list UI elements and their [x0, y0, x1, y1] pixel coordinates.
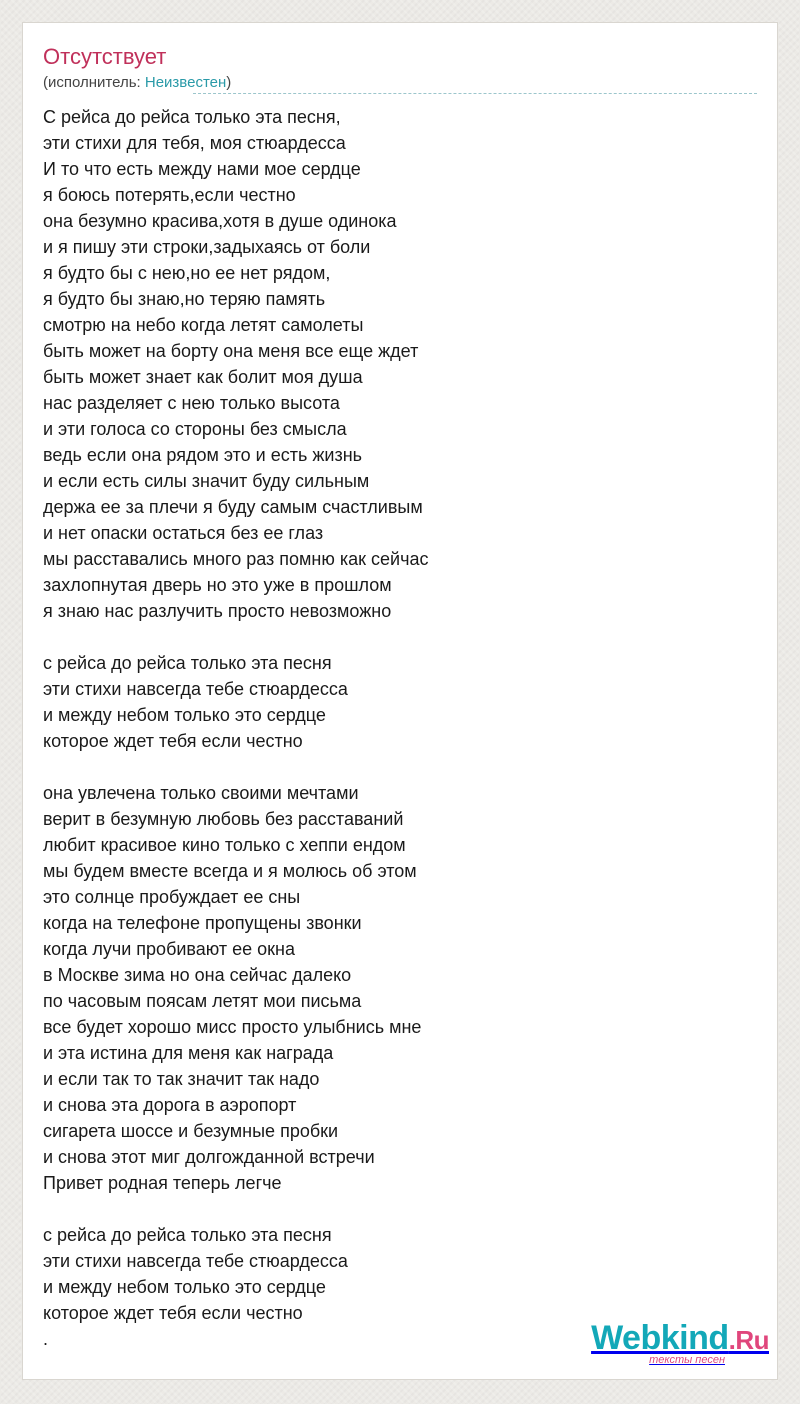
lyric-line: и снова эта дорога в аэропорт — [43, 1095, 297, 1115]
lyric-line: И то что есть между нами мое сердце — [43, 159, 361, 179]
lyric-line: я боюсь потерять,если честно — [43, 185, 296, 205]
lyric-line: с рейса до рейса только эта песня — [43, 653, 332, 673]
lyric-line: и если есть силы значит буду сильным — [43, 471, 370, 491]
lyric-line: держа ее за плечи я буду самым счастливым — [43, 497, 423, 517]
lyric-line: я будто бы с нею,но ее нет рядом, — [43, 263, 331, 283]
lyric-line: сигарета шоссе и безумные пробки — [43, 1121, 339, 1141]
logo-tagline: тексты песен — [649, 1354, 725, 1366]
lyric-line: она безумно красива,хотя в душе одинока — [43, 211, 397, 231]
lyric-line: смотрю на небо когда летят самолеты — [43, 315, 364, 335]
lyric-line: эти стихи навсегда тебе стюардесса — [43, 1251, 348, 1271]
lyric-line: и эта истина для меня как награда — [43, 1043, 334, 1063]
artist-suffix: ) — [226, 74, 232, 91]
lyric-line: я знаю нас разлучить просто невозможно — [43, 601, 392, 621]
artist-link[interactable]: Неизвестен — [144, 74, 227, 91]
lyric-line: Привет родная теперь легче — [43, 1173, 282, 1193]
artist-prefix: (исполнитель: — [43, 74, 145, 91]
lyric-line: я будто бы знаю,но теряю память — [43, 289, 326, 309]
lyric-line: эти стихи навсегда тебе стюардесса — [43, 679, 348, 699]
lyric-line: она увлечена только своими мечтами — [43, 783, 359, 803]
lyric-line: . — [43, 1329, 49, 1349]
lyric-line: нас разделяет с нею только высота — [43, 393, 340, 413]
lyric-line: и эти голоса со стороны без смысла — [43, 419, 347, 439]
lyric-line: быть может знает как болит моя душа — [43, 367, 363, 387]
lyric-line: и снова этот миг долгожданной встречи — [43, 1147, 375, 1167]
lyrics-body — [43, 104, 763, 1352]
lyric-line: ведь если она рядом это и есть жизнь — [43, 445, 363, 465]
lyric-line: с рейса до рейса только эта песня — [43, 1225, 332, 1245]
lyric-line: которое ждет тебя если честно — [43, 731, 303, 751]
logo-word: Webkind — [591, 1319, 729, 1357]
site-logo[interactable] — [581, 1321, 769, 1365]
stanza-gap — [43, 624, 763, 650]
lyric-line: захлопнутая дверь но это уже в прошлом — [43, 575, 392, 595]
lyric-line: и нет опаски остаться без ее глаз — [43, 523, 324, 543]
lyric-line: С рейса до рейса только эта песня, — [43, 107, 341, 127]
stanza-gap — [43, 754, 763, 780]
lyric-line: когда на телефоне пропущены звонки — [43, 913, 362, 933]
lyric-line: любит красивое кино только с хеппи ендом — [43, 835, 406, 855]
lyric-line: которое ждет тебя если честно — [43, 1303, 303, 1323]
artist-line — [43, 73, 231, 93]
lyric-line: быть может на борту она меня все еще ждет — [43, 341, 419, 361]
lyric-line: и между небом только это сердце — [43, 1277, 326, 1297]
logo-wordmark — [581, 1321, 769, 1357]
lyric-line: и если так то так значит так надо — [43, 1069, 320, 1089]
lyric-line: все будет хорошо мисс просто улыбнись мне — [43, 1017, 422, 1037]
lyric-line: эти стихи для тебя, моя стюардесса — [43, 133, 346, 153]
lyric-line: в Москве зима но она сейчас далеко — [43, 965, 352, 985]
lyrics-card — [22, 22, 778, 1380]
lyric-line: это солнце пробуждает ее сны — [43, 887, 301, 907]
lyric-line: и я пишу эти строки,задыхаясь от боли — [43, 237, 371, 257]
divider — [193, 93, 757, 94]
stanza-gap — [43, 1196, 763, 1222]
song-title: Отсутствует — [43, 44, 167, 69]
lyric-line: верит в безумную любовь без расставаний — [43, 809, 404, 829]
lyric-line: мы будем вместе всегда и я молюсь об этом — [43, 861, 417, 881]
lyric-line: мы расставались много раз помню как сейчас — [43, 549, 429, 569]
lyric-line: по часовым поясам летят мои письма — [43, 991, 362, 1011]
lyric-line: когда лучи пробивают ее окна — [43, 939, 296, 959]
lyric-line: и между небом только это сердце — [43, 705, 326, 725]
logo-tld: .Ru — [728, 1325, 769, 1355]
